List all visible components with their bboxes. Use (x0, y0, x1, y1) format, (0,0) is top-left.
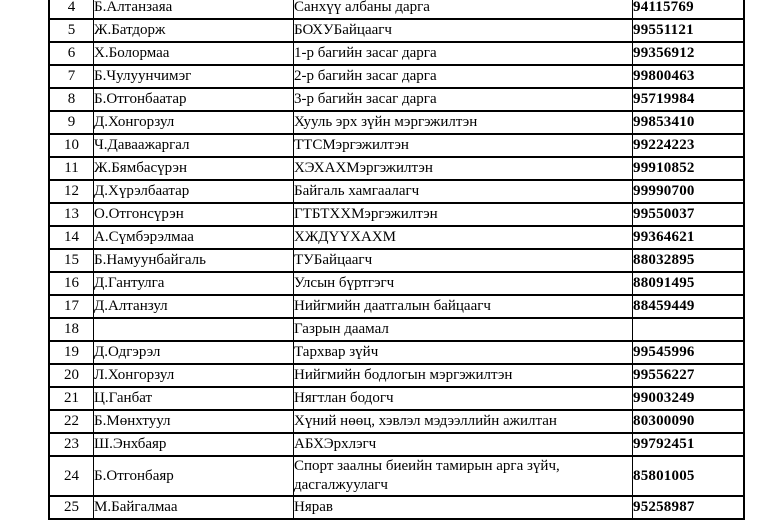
phone-cell: 99356912 (633, 42, 745, 65)
row-number-cell: 6 (49, 42, 94, 65)
table-row (49, 341, 744, 364)
position-cell: Газрын даамал (294, 318, 633, 341)
name-cell: О.Отгонсүрэн (94, 203, 294, 226)
position-cell: Спорт заалны биеийн тамирын арга зүйч, дасгалжуулагч (294, 456, 633, 496)
row-number-cell: 21 (49, 387, 94, 410)
position-cell: Нийгмийн даатгалын байцаагч (294, 295, 633, 318)
phone-cell: 85801005 (633, 456, 745, 496)
row-number-cell: 17 (49, 295, 94, 318)
table-row (49, 65, 744, 88)
row-number-cell: 15 (49, 249, 94, 272)
table-row (49, 203, 744, 226)
name-cell: Ш.Энхбаяр (94, 433, 294, 456)
name-cell: Л.Хонгорзул (94, 364, 294, 387)
table-row (49, 88, 744, 111)
position-cell: АБХЭрхлэгч (294, 433, 633, 456)
row-number-cell: 19 (49, 341, 94, 364)
phone-cell: 94115769 (633, 0, 745, 19)
position-cell: ХЭХАХМэргэжилтэн (294, 157, 633, 180)
position-cell: Тархвар зүйч (294, 341, 633, 364)
position-cell: Хууль эрх зүйн мэргэжилтэн (294, 111, 633, 134)
table-row (49, 134, 744, 157)
staff-table-body (49, 0, 744, 519)
phone-cell: 99990700 (633, 180, 745, 203)
position-cell: Нийгмийн бодлогын мэргэжилтэн (294, 364, 633, 387)
position-cell: 1-р багийн засаг дарга (294, 42, 633, 65)
name-cell: Ж.Бямбасүрэн (94, 157, 294, 180)
table-row (49, 456, 744, 496)
name-cell: Д.Хонгорзул (94, 111, 294, 134)
position-cell: Санхүү албаны дарга (294, 0, 633, 19)
phone-cell: 80300090 (633, 410, 745, 433)
name-cell: Ж.Батдорж (94, 19, 294, 42)
name-cell: Б.Намуунбайгаль (94, 249, 294, 272)
table-row (49, 111, 744, 134)
table-row (49, 42, 744, 65)
position-cell: Нягтлан бодогч (294, 387, 633, 410)
phone-cell: 99800463 (633, 65, 745, 88)
table-row (49, 295, 744, 318)
phone-cell: 99792451 (633, 433, 745, 456)
row-number-cell: 14 (49, 226, 94, 249)
name-cell: Б.Мөнхтуул (94, 410, 294, 433)
name-cell: Б.Чулуунчимэг (94, 65, 294, 88)
row-number-cell: 18 (49, 318, 94, 341)
phone-cell: 99853410 (633, 111, 745, 134)
position-cell: 3-р багийн засаг дарга (294, 88, 633, 111)
row-number-cell: 8 (49, 88, 94, 111)
row-number-cell: 4 (49, 0, 94, 19)
position-cell: ХЖДҮҮХАХМ (294, 226, 633, 249)
name-cell: Д.Хүрэлбаатар (94, 180, 294, 203)
row-number-cell: 16 (49, 272, 94, 295)
name-cell: Д.Алтанзул (94, 295, 294, 318)
row-number-cell: 11 (49, 157, 94, 180)
row-number-cell: 20 (49, 364, 94, 387)
position-cell: Хүний нөөц, хэвлэл мэдээллийн ажилтан (294, 410, 633, 433)
row-number-cell: 23 (49, 433, 94, 456)
phone-cell: 99550037 (633, 203, 745, 226)
row-number-cell: 12 (49, 180, 94, 203)
position-cell: Нярав (294, 496, 633, 519)
position-cell: БОХУБайцаагч (294, 19, 633, 42)
table-row (49, 0, 744, 19)
table-row (49, 364, 744, 387)
table-row (49, 272, 744, 295)
name-cell: Б.Отгонбаатар (94, 88, 294, 111)
name-cell: Д.Гантулга (94, 272, 294, 295)
table-sheet (48, 0, 738, 520)
row-number-cell: 7 (49, 65, 94, 88)
table-row (49, 318, 744, 341)
row-number-cell: 22 (49, 410, 94, 433)
name-cell: Ц.Ганбат (94, 387, 294, 410)
position-cell: Байгаль хамгаалагч (294, 180, 633, 203)
phone-cell: 99224223 (633, 134, 745, 157)
name-cell: Б.Алтанзаяа (94, 0, 294, 19)
name-cell: Д.Одгэрэл (94, 341, 294, 364)
row-number-cell: 10 (49, 134, 94, 157)
phone-cell: 99556227 (633, 364, 745, 387)
phone-cell: 99003249 (633, 387, 745, 410)
table-row (49, 157, 744, 180)
table-row (49, 387, 744, 410)
phone-cell: 99910852 (633, 157, 745, 180)
name-cell: А.Сүмбэрэлмаа (94, 226, 294, 249)
phone-cell (633, 318, 745, 341)
name-cell (94, 318, 294, 341)
row-number-cell: 25 (49, 496, 94, 519)
row-number-cell: 5 (49, 19, 94, 42)
phone-cell: 88091495 (633, 272, 745, 295)
phone-cell: 99364621 (633, 226, 745, 249)
phone-cell: 95258987 (633, 496, 745, 519)
phone-cell: 99551121 (633, 19, 745, 42)
row-number-cell: 13 (49, 203, 94, 226)
phone-cell: 88032895 (633, 249, 745, 272)
table-row (49, 249, 744, 272)
table-row (49, 226, 744, 249)
position-cell: ГТБТХХМэргэжилтэн (294, 203, 633, 226)
phone-cell: 88459449 (633, 295, 745, 318)
phone-cell: 99545996 (633, 341, 745, 364)
position-cell: 2-р багийн засаг дарга (294, 65, 633, 88)
name-cell: Х.Болормаа (94, 42, 294, 65)
position-cell: ТУБайцаагч (294, 249, 633, 272)
position-cell: Улсын бүртгэгч (294, 272, 633, 295)
name-cell: Б.Отгонбаяр (94, 456, 294, 496)
position-cell: ТТСМэргэжилтэн (294, 134, 633, 157)
phone-cell: 95719984 (633, 88, 745, 111)
row-number-cell: 9 (49, 111, 94, 134)
staff-phone-table (48, 0, 745, 520)
table-row (49, 496, 744, 519)
name-cell: Ч.Даваажаргал (94, 134, 294, 157)
name-cell: М.Байгалмаа (94, 496, 294, 519)
table-row (49, 19, 744, 42)
table-row (49, 410, 744, 433)
row-number-cell: 24 (49, 456, 94, 496)
table-row (49, 180, 744, 203)
table-row (49, 433, 744, 456)
